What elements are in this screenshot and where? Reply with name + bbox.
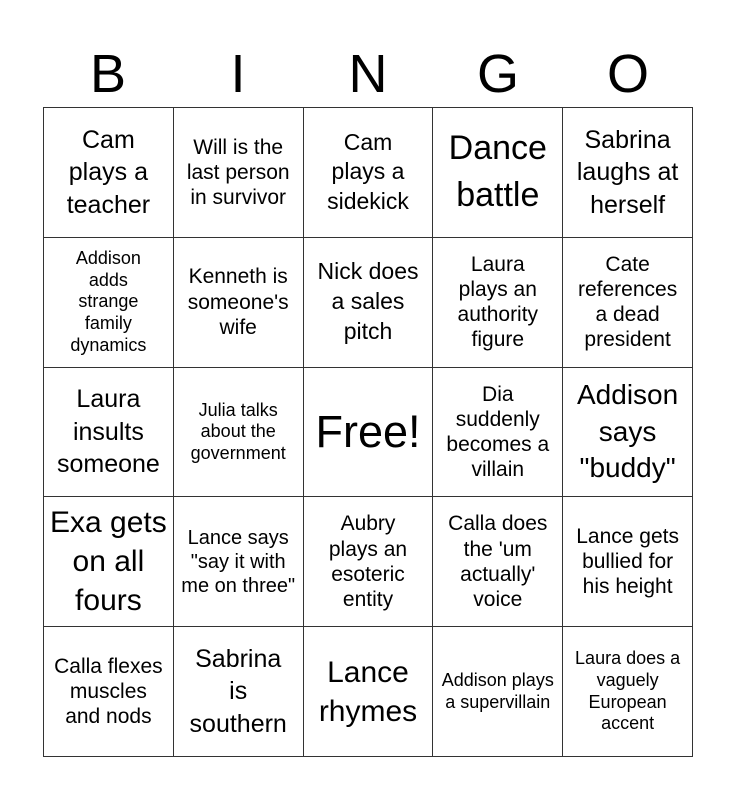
bingo-cell[interactable]: Cam plays a teacher [44,108,174,238]
header-letter-g: G [476,44,519,104]
bingo-cell[interactable]: Laura plays an authority figure [433,238,563,368]
bingo-cell[interactable]: Aubry plays an esoteric entity [304,497,434,627]
bingo-cell[interactable]: Julia talks about the government [174,368,304,498]
bingo-cell[interactable]: Laura does a vaguely European accent [563,627,693,757]
header-letter-o: O [606,44,649,104]
bingo-cell[interactable]: Dance battle [433,108,563,238]
bingo-cell[interactable]: Nick does a sales pitch [304,238,434,368]
bingo-cell[interactable]: Addison plays a supervillain [433,627,563,757]
bingo-cell[interactable]: Will is the last person in survivor [174,108,304,238]
bingo-header [43,40,693,108]
bingo-cell[interactable]: Dia suddenly becomes a villain [433,368,563,498]
bingo-cell[interactable]: Lance says "say it with me on three" [174,497,304,627]
bingo-cell[interactable]: Sabrina is southern [174,627,304,757]
bingo-cell[interactable]: Exa gets on all fours [44,497,174,627]
bingo-cell[interactable]: Addison adds strange family dynamics [44,238,174,368]
header-letter-b: B [89,44,127,104]
bingo-cell[interactable]: Kenneth is someone's wife [174,238,304,368]
bingo-cell[interactable]: Lance rhymes [304,627,434,757]
bingo-cell[interactable]: Calla flexes muscles and nods [44,627,174,757]
bingo-cell[interactable]: Cate references a dead president [563,238,693,368]
bingo-cell[interactable]: Laura insults someone [44,368,174,498]
bingo-cell[interactable]: Calla does the 'um actually' voice [433,497,563,627]
bingo-board [43,107,693,757]
header-letter-i: I [230,44,246,104]
bingo-cell[interactable]: Free! [304,368,434,498]
bingo-cell[interactable]: Addison says "buddy" [563,368,693,498]
header-letter-n: N [348,44,388,104]
bingo-cell[interactable]: Lance gets bullied for his height [563,497,693,627]
bingo-cell[interactable]: Sabrina laughs at herself [563,108,693,238]
bingo-cell[interactable]: Cam plays a sidekick [304,108,434,238]
